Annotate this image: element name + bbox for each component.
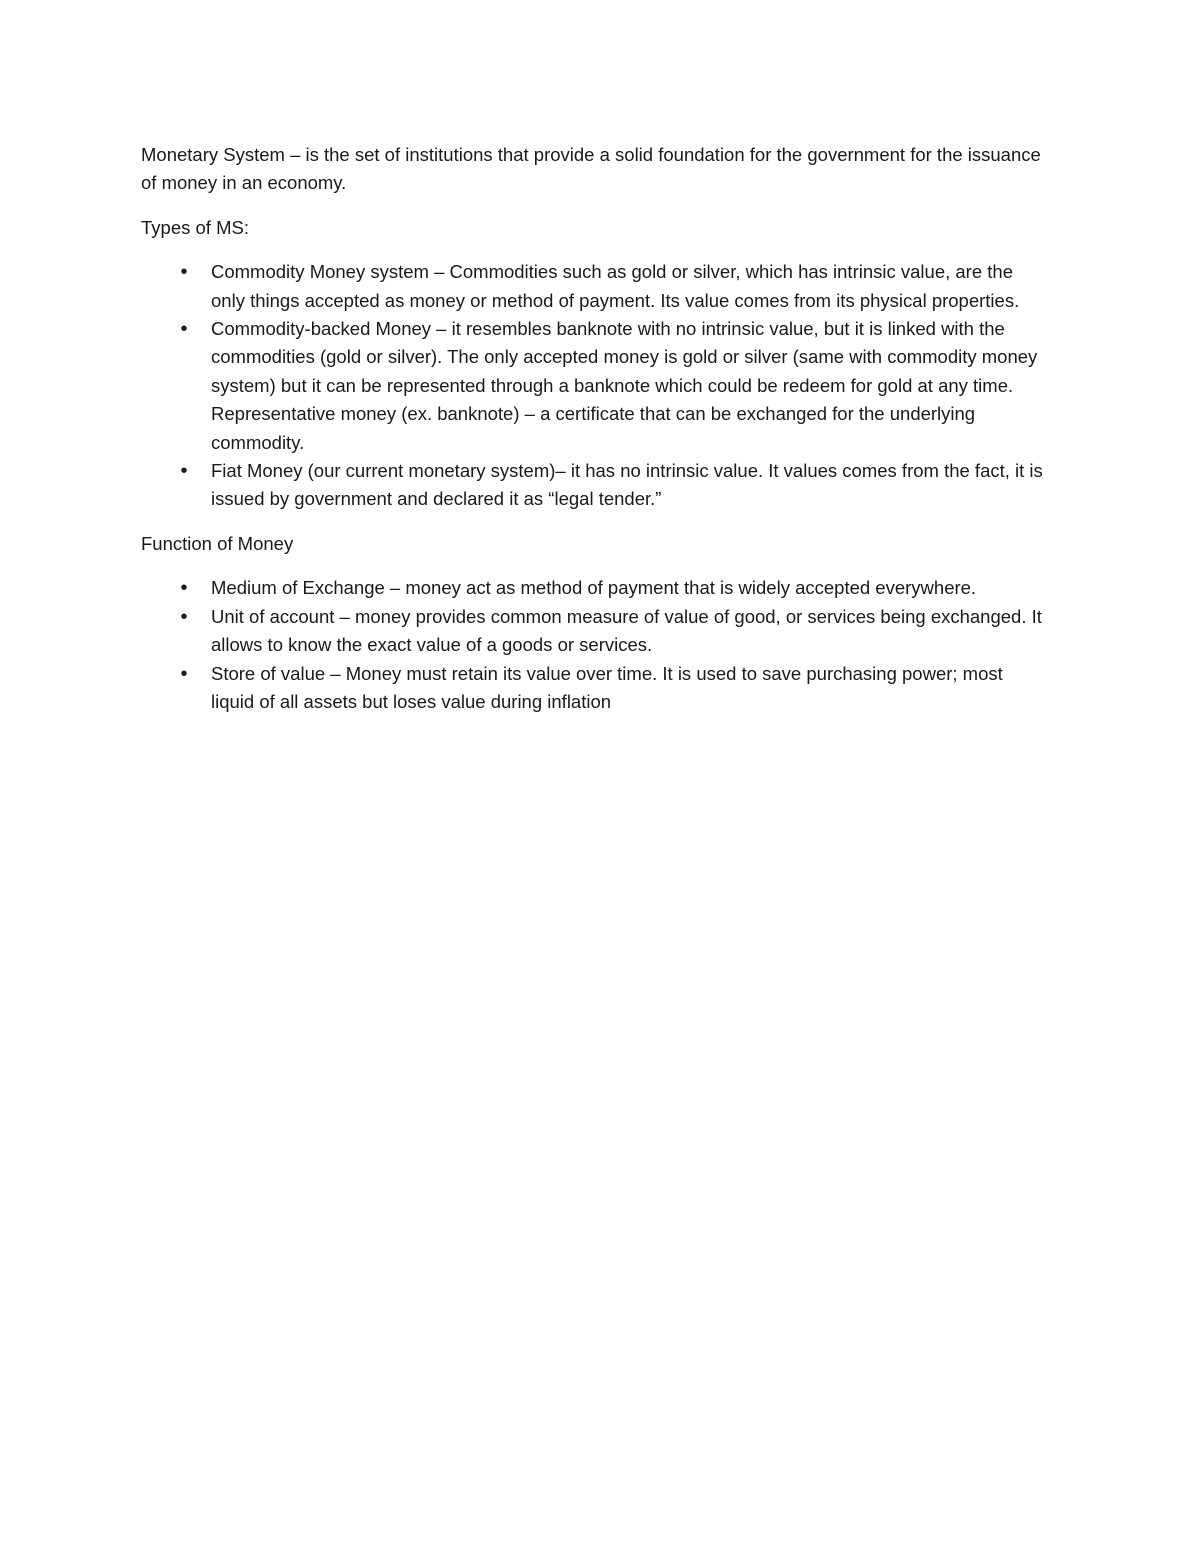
list-item-text: Fiat Money (our current monetary system)– it has no intrinsic value. It values comes from the fact, it is issued by government and declared it as “legal tender.” bbox=[211, 460, 1043, 510]
list-item bbox=[141, 457, 1046, 514]
bullet-icon: • bbox=[180, 318, 188, 341]
list-item bbox=[141, 660, 1046, 717]
intro-paragraph: Monetary System – is the set of institutions that provide a solid foundation for the government for the issuance of money in an economy. bbox=[141, 144, 1041, 194]
list-item bbox=[141, 315, 1046, 457]
bullet-icon: • bbox=[180, 261, 188, 284]
list-item bbox=[141, 258, 1046, 315]
list-item-text: Unit of account – money provides common measure of value of good, or services being exchanged. It allows to know the exact value of a goods or services. bbox=[211, 605, 1042, 656]
list-item bbox=[141, 574, 1046, 602]
types-heading: Types of MS: bbox=[141, 216, 249, 238]
list-item bbox=[141, 603, 1046, 660]
list-item-continuation: Representative money (ex. banknote) – a certificate that can be exchanged for the underlying commodity. bbox=[211, 403, 976, 453]
functions-list bbox=[141, 574, 1046, 716]
types-list bbox=[141, 258, 1046, 514]
bullet-icon: • bbox=[180, 577, 188, 600]
list-item-text: Commodity Money system – Commodities such as gold or silver, which has intrinsic value, are the only things accepted as money or method of payment. Its value comes from its physical properties. bbox=[211, 261, 1020, 311]
list-item-text: Commodity-backed Money – it resembles banknote with no intrinsic value, but it is linked with the commodities (gold or silver). The only accepted money is gold or silver (same with commodity money system) but it can be represented through a banknote which could be redeem for gold at any time. bbox=[211, 318, 1038, 396]
functions-heading: Function of Money bbox=[141, 532, 294, 554]
bullet-icon: • bbox=[180, 460, 188, 483]
bullet-icon: • bbox=[180, 662, 188, 685]
bullet-icon: • bbox=[180, 605, 188, 628]
document-page bbox=[141, 141, 1046, 732]
list-item-text: Store of value – Money must retain its value over time. It is used to save purchasing power; most liquid of all assets but loses value during inflation bbox=[211, 662, 1003, 712]
list-item-text: Medium of Exchange – money act as method of payment that is widely accepted everywhere. bbox=[211, 577, 977, 599]
